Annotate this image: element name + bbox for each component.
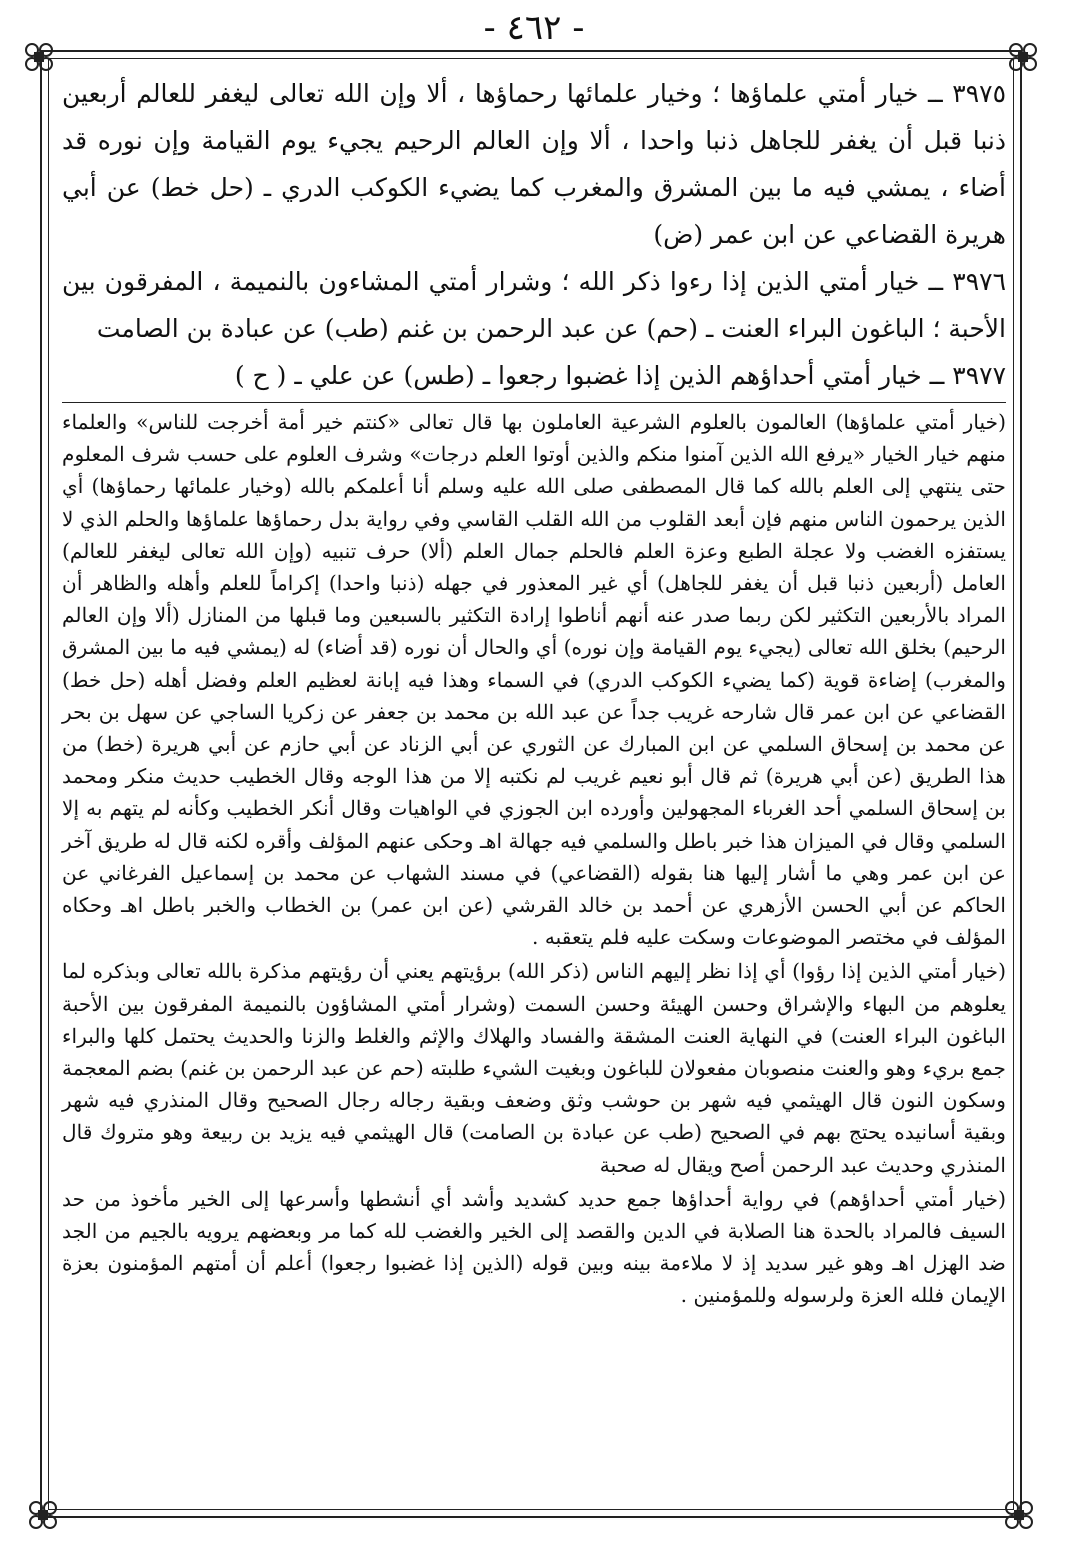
page-number: - ٤٦٢ - (483, 8, 585, 48)
corner-ornament-icon (26, 1498, 60, 1532)
hadith-text-block (62, 70, 1006, 399)
section-divider (62, 402, 1006, 403)
hadith-3975: ٣٩٧٥ ــ خيار أمتي علماؤها ؛ وخيار علمائها رحماؤها ، ألا وإن الله تعالى ليغفر للعالم أربعين ذنبا قبل أن يغفر للجاهل ذنبا واحدا ، ألا وإن العالم الرحيم يجيء يوم القيامة وإن نوره قد أضاء ، يمشي فيه ما بين المشرق والمغرب كما يضيء الكوكب الدري ـ (حل خط) عن أبي هريرة القضاعي عن ابن عمر (ض) (62, 79, 1006, 249)
commentary-paragraph-3977: (خيار أمتي أحداؤهم) في رواية أحداؤها جمع حديد كشديد وأشد أي أنشطها وأسرعها إلى الخير مأخوذ من حد السيف فالمراد بالحدة هنا الصلابة في الدين والقصد إلى الخير والغضب لله كما مر وبعضهم يرويه بالجيم من الجد ضد الهزل اهـ وهو غير سديد إذ لا ملاءمة بينه وبين قوله (الذين إذا غضبوا رجعوا) أعلم أن أمتهم المؤمنون بعزة الإيمان فلله العزة ولرسوله وللمؤمنين . (62, 1186, 1006, 1308)
commentary-block (62, 406, 1006, 1496)
commentary-paragraph-3976: (خيار أمتي الذين إذا رؤوا) أي إذا نظر إليهم الناس (ذكر الله) برؤيتهم يعني أن رؤيتهم مذكرة بالله تعالى وبذكره لما يعلوهم من البهاء والإشراق وحسن الهيئة وحسن السمت (وشرار أمتي المشاؤون بالنميمة المفرقون بين الأحبة الباغون البراء العنت) في النهاية العنت المشقة والفساد والهلاك والإثم والغلط والزنا والحديث يحتمل كلها والبراء جمع بريء وهو والعنت منصوبان مفعولان للباغون وبغيت الشيء طلبته (حم عن عبد الرحمن بن غنم) بضم المعجمة وسكون النون قال الهيثمي فيه شهر بن حوشب وثق وضعف وبقية رجاله رجال الصحيح وقال المنذري فيه شهر وبقية أسانيده يحتج بهم في الصحيح (طب عن عبادة بن الصامت) قال الهيثمي فيه يزيد بن ربيعة وهو متروك قال المنذري وحديث عبد الرحمن أصح ويقال له صحبة (62, 959, 1006, 1177)
hadith-3977: ٣٩٧٧ ــ خيار أمتي أحداؤهم الذين إذا غضبوا رجعوا ـ (طس) عن علي ـ ( ح ) (234, 361, 1006, 390)
hadith-3976: ٣٩٧٦ ــ خيار أمتي الذين إذا رءوا ذكر الله ؛ وشرار أمتي المشاءون بالنميمة ، المفرقون بين الأحبة ؛ الباغون البراء العنت ـ (حم) عن عبد الرحمن بن غنم (طب) عن عبادة بن الصامت (62, 267, 1006, 343)
corner-ornament-icon (1002, 1498, 1036, 1532)
commentary-paragraph-3975: (خيار أمتي علماؤها) العالمون بالعلوم الشرعية العاملون بها قال تعالى «كنتم خير أمة أخرجت للناس» والعلماء منهم خيار الخيار «يرفع الله الذين آمنوا منكم والذين أوتوا العلم درجات» وشرف العلوم على حسب شرف المعلوم حتى ينتهي إلى العلم بالله كما قال المصطفى صلى الله عليه وسلم أنا أعلمكم بالله (وخيار علمائها رحماؤها) أي الذين يرحمون الناس منهم فإن أبعد القلوب من الله القلب القاسي وفي رواية بدل رحماؤها علماؤها والحلم الذي لا يستفزه الغضب ولا عجلة الطبع وعزة العلم فالحلم جمال العلم (ألا) حرف تنبيه (وإن الله تعالى ليغفر للعالم) العامل (أربعين ذنبا قبل أن يغفر للجاهل) أي غير المعذور في جهله (ذنبا واحدا) إكراماً للعلم وأهله والظاهر أن المراد بالأربعين التكثير لكن ربما صدر عنه أنهم أناطوا إرادة التكثير بالسبعين وما قبلها من المنازل (ألا وإن العالم الرحيم) بخلق الله تعالى (يجيء يوم القيامة وإن نوره) أي والحال أن نوره (قد أضاء) له (يمشي فيه ما بين المشرق والمغرب) إضاءة قوية (كما يضيء الكوكب الدري) في السماء وهذا فيه إبانة لعظيم العلم وفضل أهله (حل خط) القضاعي عن ابن عمر قال شارحه غريب جداً عن عبد الله بن محمد بن جعفر عن زكريا الساجي عن سهل بن بحر عن محمد بن إسحاق السلمي عن ابن المبارك عن الثوري عن أبي الزناد عن أبي حازم عن أبي هريرة (خط) من هذا الطريق (عن أبي هريرة) ثم قال أبو نعيم غريب لم نكتبه إلا من هذا الوجه وقال الخطيب حديث منكر ومحمد بن إسحاق السلمي أحد الغرباء المجهولين وأورده ابن الجوزي في الواهيات وقال أنكر الخطيب وكأنه لم يتهم به إلا السلمي وقال في الميزان هذا خبر باطل والسلمي فيه جهالة اهـ وحكى عنهم المؤلف وأقره لكنه قال له طريق آخر عن ابن عمر وهي ما أشار إليها هنا بقوله (القضاعي) في مسند الشهاب عن محمد بن إسماعيل الفرغاني عن الحاكم عن أبي الحسن الأزهري عن أحمد بن خالد القرشي (عن ابن عمر) بن الخطاب والخبر باطل اهـ وحكاه المؤلف في مختصر الموضوعات وسكت عليه فلم يتعقبه . (62, 410, 1006, 950)
